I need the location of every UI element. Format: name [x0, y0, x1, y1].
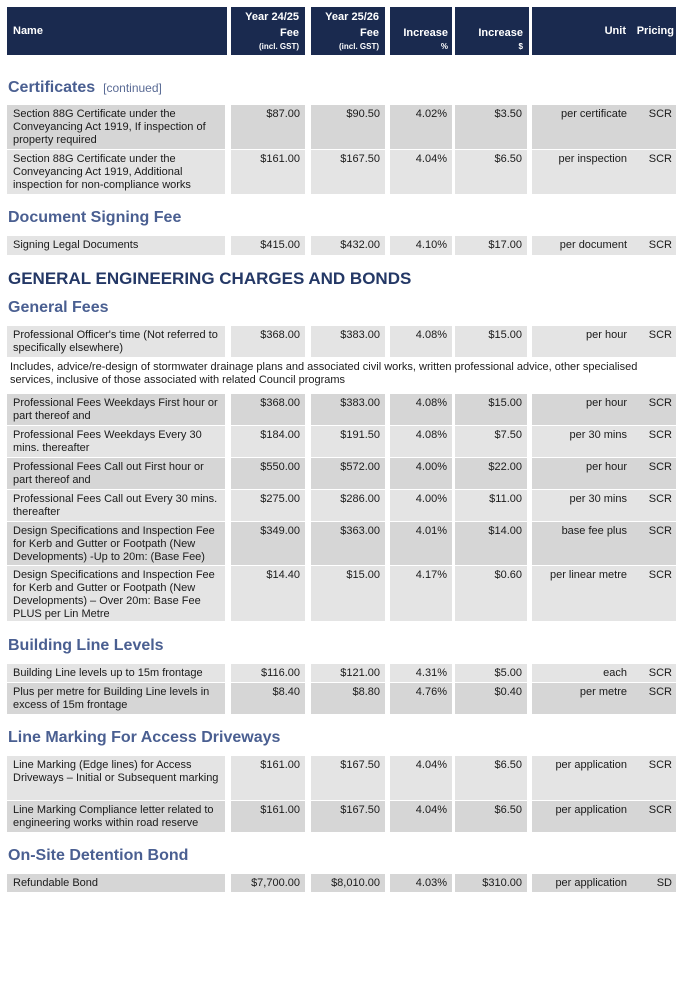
- section-signing: Document Signing Fee: [8, 209, 182, 226]
- row-increase-pct: 4.31%: [390, 664, 452, 682]
- row-name: Refundable Bond: [7, 874, 225, 892]
- row-increase-pct: 4.10%: [390, 236, 452, 255]
- row-increase-amount: $6.50: [455, 150, 527, 194]
- row-pricing: SCR: [630, 522, 676, 565]
- section-continued-label: [continued]: [103, 81, 162, 95]
- header-name-label: Name: [13, 25, 43, 37]
- row-year1-fee: $161.00: [231, 150, 305, 194]
- row-pricing: SCR: [630, 426, 676, 457]
- table-row: [0, 394, 682, 425]
- row-name: Line Marking Compliance letter related to engineering works within road reserve: [7, 801, 225, 832]
- row-pricing: SCR: [630, 236, 676, 255]
- table-row: [0, 426, 682, 457]
- header-year2-line3: (incl. GST): [339, 42, 379, 51]
- row-increase-amount: $15.00: [455, 326, 527, 357]
- header-year2-line2: Fee: [360, 27, 379, 39]
- row-year1-fee: $161.00: [231, 801, 305, 832]
- section-certificates: [8, 79, 162, 97]
- row-increase-amount: $15.00: [455, 394, 527, 425]
- section-general-fees: General Fees: [8, 299, 109, 316]
- row-name: Plus per metre for Building Line levels in excess of 15m frontage: [7, 683, 225, 714]
- row-year2-fee: $90.50: [311, 105, 385, 149]
- table-row: [0, 150, 682, 194]
- row-increase-amount: $7.50: [455, 426, 527, 457]
- row-year1-fee: $87.00: [231, 105, 305, 149]
- row-name: Signing Legal Documents: [7, 236, 225, 255]
- row-unit: per application: [532, 756, 630, 800]
- table-row: [0, 566, 682, 621]
- row-name: Building Line levels up to 15m frontage: [7, 664, 225, 682]
- table-row: [0, 236, 682, 255]
- section-certificates-title: Certificates: [8, 79, 96, 96]
- row-name: Professional Fees Call out First hour or part thereof and: [7, 458, 225, 489]
- row-year2-fee: $432.00: [311, 236, 385, 255]
- row-pricing: SCR: [630, 801, 676, 832]
- row-unit: per 30 mins: [532, 490, 630, 521]
- row-unit: per document: [532, 236, 630, 255]
- row-year1-fee: $275.00: [231, 490, 305, 521]
- row-pricing: SCR: [630, 683, 676, 714]
- row-increase-pct: 4.08%: [390, 426, 452, 457]
- header-pct-line2: %: [440, 42, 448, 51]
- row-increase-amount: $22.00: [455, 458, 527, 489]
- row-unit: per application: [532, 801, 630, 832]
- header-year1-line1: Year 24/25: [245, 11, 299, 23]
- row-unit: per hour: [532, 458, 630, 489]
- row-unit: per hour: [532, 394, 630, 425]
- row-name: Design Specifications and Inspection Fee for Kerb and Gutter or Footpath (New Developments) -Up to 20m: (Base Fee): [7, 522, 225, 565]
- row-year1-fee: $349.00: [231, 522, 305, 565]
- row-year2-fee: $15.00: [311, 566, 385, 621]
- row-year2-fee: $167.50: [311, 756, 385, 800]
- row-increase-amount: $310.00: [455, 874, 527, 892]
- row-unit: per linear metre: [532, 566, 630, 621]
- section-building-line: Building Line Levels: [8, 637, 164, 654]
- header-name: [7, 7, 227, 55]
- row-name: Professional Fees Weekdays Every 30 mins. thereafter: [7, 426, 225, 457]
- table-row: [0, 326, 682, 357]
- table-row: [0, 664, 682, 682]
- row-year2-fee: $286.00: [311, 490, 385, 521]
- row-unit: per 30 mins: [532, 426, 630, 457]
- row-year2-fee: $383.00: [311, 394, 385, 425]
- row-increase-amount: $6.50: [455, 756, 527, 800]
- row-year2-fee: $383.00: [311, 326, 385, 357]
- header-unit: [532, 7, 630, 55]
- table-row: [0, 756, 682, 800]
- row-unit: per metre: [532, 683, 630, 714]
- row-increase-pct: 4.08%: [390, 394, 452, 425]
- row-increase-pct: 4.04%: [390, 801, 452, 832]
- row-unit: per inspection: [532, 150, 630, 194]
- row-increase-pct: 4.17%: [390, 566, 452, 621]
- row-unit: per hour: [532, 326, 630, 357]
- row-pricing: SCR: [630, 458, 676, 489]
- row-increase-amount: $0.40: [455, 683, 527, 714]
- row-name: Line Marking (Edge lines) for Access Driveways – Initial or Subsequent marking: [7, 756, 225, 800]
- row-increase-amount: $6.50: [455, 801, 527, 832]
- row-unit: base fee plus: [532, 522, 630, 565]
- header-pricing: [630, 7, 676, 55]
- header-unit-label: Unit: [604, 25, 626, 37]
- row-name: Section 88G Certificate under the Conveyancing Act 1919, If inspection of property required: [7, 105, 225, 149]
- row-pricing: SCR: [630, 490, 676, 521]
- row-pricing: SCR: [630, 326, 676, 357]
- row-increase-pct: 4.02%: [390, 105, 452, 149]
- header-pct-line1: Increase: [403, 27, 448, 39]
- row-name: Professional Officer's time (Not referred to specifically elsewhere): [7, 326, 225, 357]
- header-year1: [231, 7, 305, 55]
- row-year1-fee: $415.00: [231, 236, 305, 255]
- row-name: Section 88G Certificate under the Conveyancing Act 1919, Additional inspection for non-compliance works: [7, 150, 225, 194]
- row-name: Professional Fees Call out Every 30 mins. thereafter: [7, 490, 225, 521]
- header-year2-line1: Year 25/26: [325, 11, 379, 23]
- row-increase-amount: $3.50: [455, 105, 527, 149]
- row-year1-fee: $7,700.00: [231, 874, 305, 892]
- header-inc-line2: $: [518, 42, 523, 51]
- row-increase-pct: 4.04%: [390, 756, 452, 800]
- row-increase-pct: 4.03%: [390, 874, 452, 892]
- row-increase-pct: 4.00%: [390, 458, 452, 489]
- row-year1-fee: $368.00: [231, 326, 305, 357]
- table-row: [0, 490, 682, 521]
- row-increase-pct: 4.08%: [390, 326, 452, 357]
- row-increase-amount: $11.00: [455, 490, 527, 521]
- row-year2-fee: $167.50: [311, 801, 385, 832]
- row-increase-pct: 4.04%: [390, 150, 452, 194]
- header-year1-line3: (incl. GST): [259, 42, 299, 51]
- row-pricing: SD: [630, 874, 676, 892]
- row-pricing: SCR: [630, 566, 676, 621]
- row-year1-fee: $161.00: [231, 756, 305, 800]
- row-increase-amount: $14.00: [455, 522, 527, 565]
- row-increase-pct: 4.01%: [390, 522, 452, 565]
- row-increase-amount: $0.60: [455, 566, 527, 621]
- row-year2-fee: $363.00: [311, 522, 385, 565]
- table-row: [0, 874, 682, 892]
- table-row: [0, 522, 682, 565]
- table-row: [0, 801, 682, 832]
- table-row: [0, 105, 682, 149]
- row-unit: per certificate: [532, 105, 630, 149]
- header-year2: [311, 7, 385, 55]
- row-year1-fee: $8.40: [231, 683, 305, 714]
- row-year1-fee: $14.40: [231, 566, 305, 621]
- row-year2-fee: $572.00: [311, 458, 385, 489]
- row-year2-fee: $8,010.00: [311, 874, 385, 892]
- header-inc-line1: Increase: [478, 27, 523, 39]
- section-general-engineering: GENERAL ENGINEERING CHARGES AND BONDS: [8, 269, 412, 288]
- general-fees-note: Includes, advice/re-design of stormwater drainage plans and associated civil works, written professional advice, other specialised services, inclusive of those associated with related Council programs: [10, 361, 638, 386]
- row-year2-fee: $167.50: [311, 150, 385, 194]
- row-name: Design Specifications and Inspection Fee for Kerb and Gutter or Footpath (New Developments) – Over 20m: Base Fee PLUS per Lin Metre: [7, 566, 225, 621]
- header-year1-line2: Fee: [280, 27, 299, 39]
- row-year1-fee: $368.00: [231, 394, 305, 425]
- section-osd: On-Site Detention Bond: [8, 847, 189, 864]
- row-pricing: SCR: [630, 756, 676, 800]
- row-increase-amount: $17.00: [455, 236, 527, 255]
- row-pricing: SCR: [630, 150, 676, 194]
- table-row: [0, 683, 682, 714]
- row-pricing: SCR: [630, 105, 676, 149]
- row-year2-fee: $191.50: [311, 426, 385, 457]
- row-unit: each: [532, 664, 630, 682]
- header-pct: [390, 7, 452, 55]
- row-increase-pct: 4.00%: [390, 490, 452, 521]
- row-unit: per application: [532, 874, 630, 892]
- table-row: [0, 458, 682, 489]
- header-pricing-label: Pricing: [636, 25, 674, 37]
- row-year1-fee: $116.00: [231, 664, 305, 682]
- row-name: Professional Fees Weekdays First hour or part thereof and: [7, 394, 225, 425]
- row-pricing: SCR: [630, 664, 676, 682]
- row-year2-fee: $121.00: [311, 664, 385, 682]
- row-pricing: SCR: [630, 394, 676, 425]
- header-inc: [455, 7, 529, 55]
- row-year1-fee: $550.00: [231, 458, 305, 489]
- row-year2-fee: $8.80: [311, 683, 385, 714]
- section-line-marking: Line Marking For Access Driveways: [8, 729, 281, 746]
- row-increase-pct: 4.76%: [390, 683, 452, 714]
- row-year1-fee: $184.00: [231, 426, 305, 457]
- row-increase-amount: $5.00: [455, 664, 527, 682]
